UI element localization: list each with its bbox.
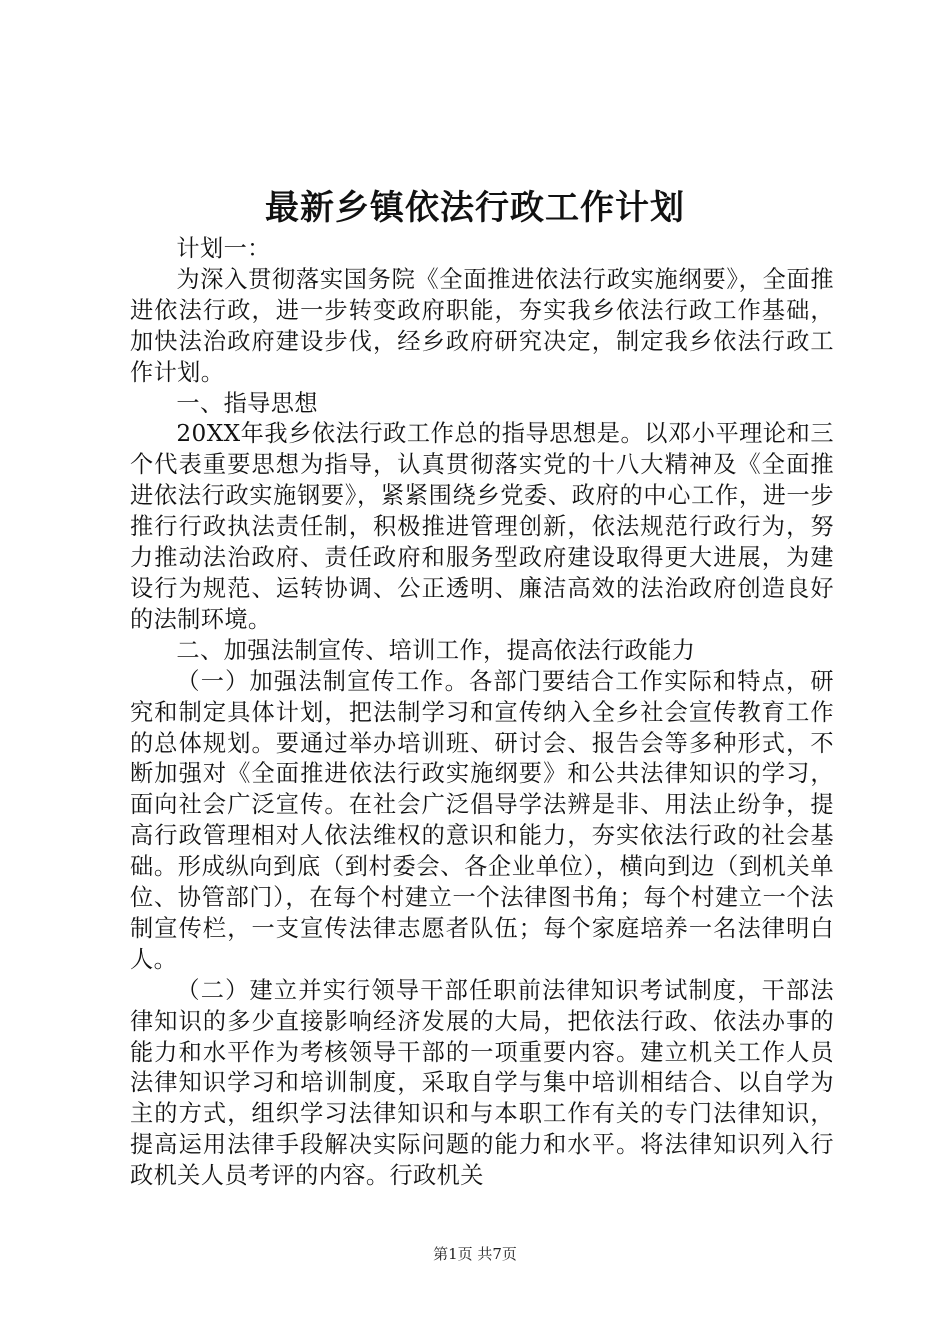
paragraph-intro: 为深入贯彻落实国务院《全面推进依法行政实施纲要》，全面推进依法行政，进一步转变政府职能，夯实我乡依法行政工作基础，加快法治政府建设步伐，经乡政府研究决定，制定我乡依法行政工作计划。 — [130, 265, 834, 386]
page-number-footer: 第1页 共7页 — [433, 1245, 517, 1263]
paragraph-plan-label: 计划一： — [176, 235, 271, 262]
document-title: 最新乡镇依法行政工作计划 — [265, 188, 685, 228]
section-heading-1: 一、指导思想 — [176, 389, 318, 417]
section-heading-2: 二、加强法制宣传、培训工作，提高依法行政能力 — [176, 636, 696, 664]
document-body — [130, 234, 834, 1192]
paragraph-subsection-1: （一）加强法制宣传工作。各部门要结合工作实际和特点，研究和制定具体计划，把法制学习和宣传纳入全乡社会宣传教育工作的总体规划。要通过举办培训班、研讨会、报告会等多种形式，不断加强对《全面推进依法行政实施纲要》和公共法律知识的学习，面向社会广泛宣传。在社会广泛倡导学法辨是非、用法止纷争，提高行政管理相对人依法维权的意识和能力，夯实依法行政的社会基础。形成纵向到底（到村委会、各企业单位），横向到边（到机关单位、协管部门），在每个村建立一个法律图书角；每个村建立一个法制宣传栏，一支宣传法律志愿者队伍；每个家庭培养一名法律明白人。 — [130, 667, 834, 973]
paragraph-subsection-2: （二）建立并实行领导干部任职前法律知识考试制度，干部法律知识的多少直接影响经济发展的大局，把依法行政、依法办事的能力和水平作为考核领导干部的一项重要内容。建立机关工作人员法律知识学习和培训制度，采取自学与集中培训相结合、以自学为主的方式，组织学习法律知识和与本职工作有关的专门法律知识，提高运用法律手段解决实际问题的能力和水平。将法律知识列入行政机关人员考评的内容。行政机关 — [130, 976, 834, 1190]
paragraph-guiding-ideology: 20XX年我乡依法行政工作总的指导思想是。以邓小平理论和三个代表重要思想为指导，认真贯彻落实党的十八大精神及《全面推进依法行政实施钢要》，紧紧围绕乡党委、政府的中心工作，进一步推行行政执法责任制，积极推进管理创新，依法规范行政行为，努力推动法治政府、责任政府和服务型政府建设取得更大进展，为建设行为规范、运转协调、公正透明、廉洁高效的法治政府创造良好的法制环境。 — [130, 420, 834, 633]
